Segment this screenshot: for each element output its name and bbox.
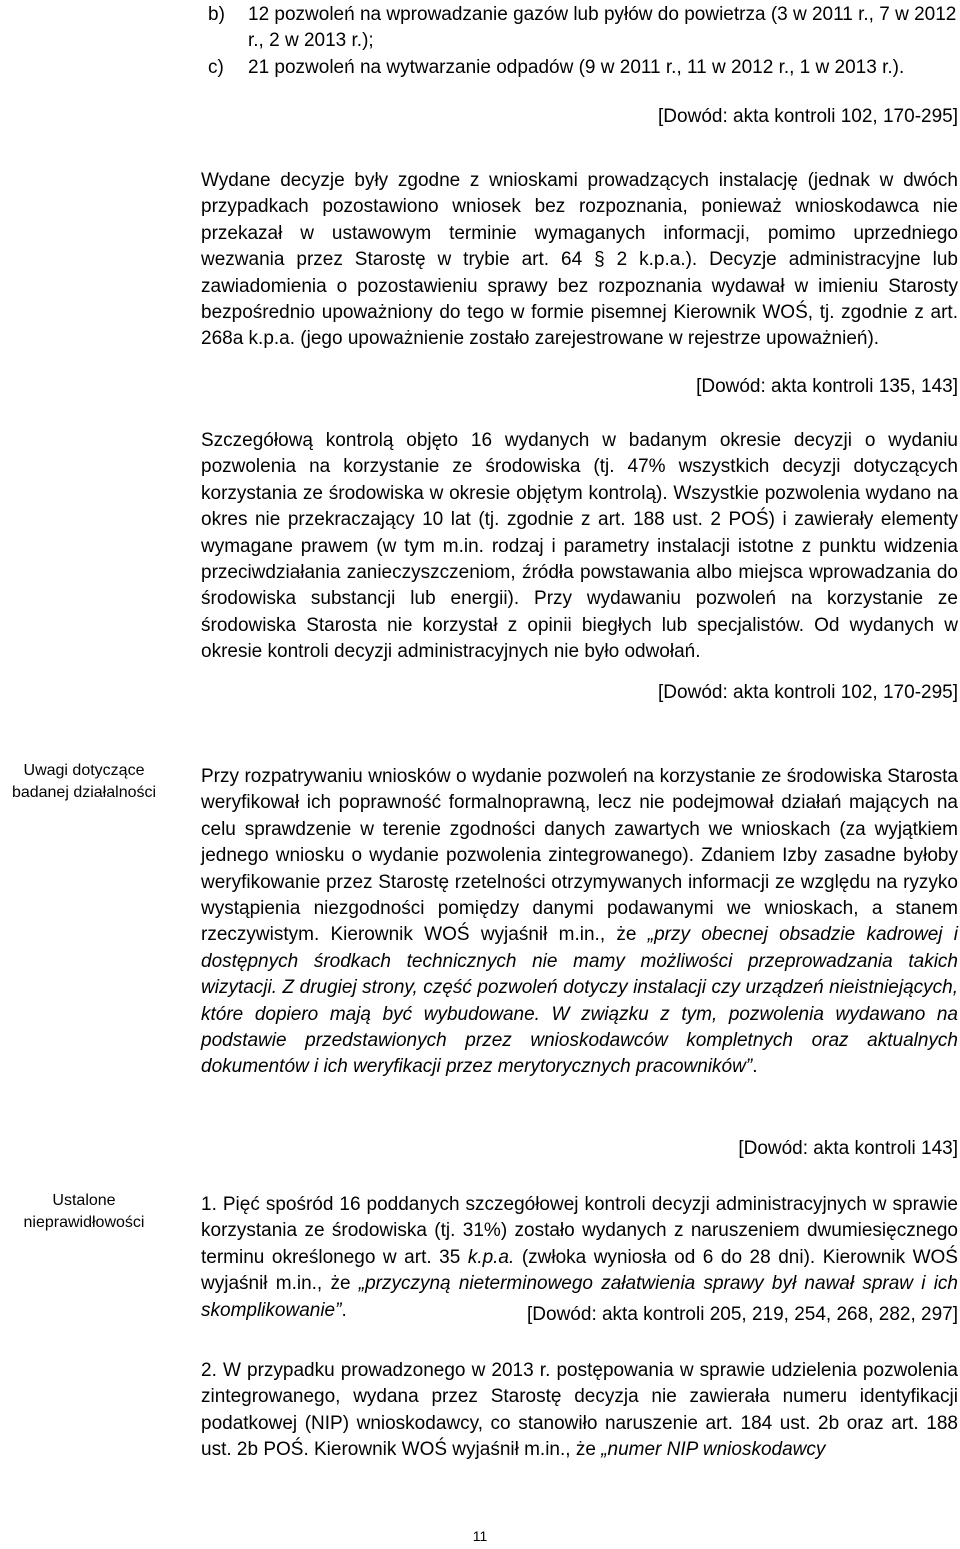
list-label: c) [208,56,224,78]
evidence-reference: [Dowód: akta kontroli 102, 170-295] [658,682,958,703]
paragraph: Szczegółową kontrolą objęto 16 wydanych w badanym okresie decyzji o wydaniu pozwolenia na korzystanie ze środowiska (tj. 47% wszystkich decyzji dotyczących korzystania ze środowiska w okresie objętym kontrolą). Wszystkie pozwolenia wydano na okres nie przekraczający 10 lat (tj. zgodnie z art. 188 ust. 2 POŚ) i zawierały elementy wymagane prawem (w tym m.in. rodzaj i parametry instalacji istotne z punktu widzenia przeciwdziałania zanieczyszczeniom, źródła powstawania albo miejsca wprowadzania do środowiska substancji lub energii). Przy wydawaniu pozwoleń na korzystanie ze środowiska Starosta nie korzystał z opinii biegłych lub specjalistów. Od wydanych w okresie kontroli decyzji administracyjnych nie było odwołań. [201,430,958,663]
irregularity-number: 1. [201,1194,217,1215]
side-heading-irregularities: Ustalone nieprawidłowości [23,1192,145,1231]
list-item [208,55,958,81]
remarks-quote: „przy obecnej obsadzie kadrowej i dostępnych środkach technicznych nie mamy możliwości przeprowadzania takich wizytacji. Z drugiej strony, część pozwoleń dotyczy instalacji czy urządzeń nieistniejących, które dopiero mają być wybudowane. W związku z tym, pozwolenia wydawano na podstawie przedstawionych przez wnioskodawców kompletnych oraz aktualnych dokumentów i ich weryfikacji przez merytorycznych pracowników” [201,924,958,1078]
side-heading-remarks: Uwagi dotyczące badanej działalności [11,762,157,801]
paragraph: Wydane decyzje były zgodne z wnioskami prowadzących instalację (jednak w dwóch przypadkach pozostawiono wniosek bez rozpoznania, ponieważ wnioskodawca nie przekazał w ustawowym terminie wymaganych informacji, pomimo uprzedniego wezwania przez Starostę w trybie art. 64 § 2 k.p.a.). Decyzje administracyjne lub zawiadomienia o pozostawieniu sprawy bez rozpoznania wydawał w imieniu Starosty bezpośrednio upoważniony do tego w formie pisemnej Kierownik WOŚ, tj. zgodnie z art. 268a k.p.a. (jego upoważnienie zostało zarejestrowane w rejestrze upoważnień). [201,170,958,350]
remarks-paragraph [201,764,958,1081]
irregularity-text: (zwłoka wyniosła od 6 do 28 dni). Kierownik WOŚ wyjaśnił m.in., że [201,1246,958,1295]
irregularity-text: W przypadku prowadzonego w 2013 r. postępowania w sprawie udzielenia pozwolenia zintegrowanego, wydana przez Starostę decyzja nie zawierała numeru identyfikacji podatkowej (NIP) wnioskodawcy, co stanowiło naruszenie art. 184 ust. 2b oraz art. 188 ust. 2b POŚ. Kierownik WOŚ wyjaśnił m.in., że [201,1360,958,1461]
permit-list [208,2,958,81]
irregularity-item [201,1358,958,1464]
list-item [208,2,958,55]
list-text: 21 pozwoleń na wytwarzanie odpadów (9 w 2011 r., 11 w 2012 r., 1 w 2013 r.). [248,56,905,78]
remarks-text-end: . [752,1056,758,1078]
irregularity-quote: „numer NIP wnioskodawcy [601,1439,826,1461]
evidence-reference: [Dowód: akta kontroli 205, 219, 254, 268, 282, 297] [527,1304,958,1325]
list-text: 12 pozwoleń na wprowadzanie gazów lub pyłów do powietrza (3 w 2011 r., 7 w 2012 r., 2 w 2013 r.); [248,4,957,52]
evidence-reference: [Dowód: akta kontroli 102, 170-295] [658,106,958,127]
remarks-text: Przy rozpatrywaniu wniosków o wydanie pozwoleń na korzystanie ze środowiska Starosta weryfikował ich poprawność formalnoprawną, lecz nie podejmował działań mających na celu sprawdzenie w terenie zgodności danych zawartych we wnioskach (za wyjątkiem jednego wniosku o wydanie pozwolenia zintegrowanego). Zdaniem Izby zasadne byłoby weryfikowanie przez Starostę rzetelności otrzymywanych informacji ze względu na ryzyko wystąpienia niezgodności pomiędzy danymi podawanymi we wnioskach, a stanem rzeczywistym. Kierownik WOŚ wyjaśnił m.in., że [201,766,958,946]
irregularity-number: 2. [201,1360,217,1381]
list-label: b) [208,4,225,25]
irregularity-quote: „przyczyną nieterminowego załatwienia sprawy był nawał spraw i ich skomplikowanie” [201,1273,958,1321]
page-number: 11 [472,1528,488,1544]
evidence-reference: [Dowód: akta kontroli 143] [738,1138,958,1159]
irregularity-text-end: . [341,1299,347,1321]
evidence-reference: [Dowód: akta kontroli 135, 143] [696,376,958,397]
kpa-abbreviation: k.p.a. [467,1246,515,1268]
irregularity-text: Pięć spośród 16 poddanych szczegółowej kontroli decyzji administracyjnych w sprawie korzystania ze środowiska (tj. 31%) zostało wydanych z naruszeniem dwumiesięcznego terminu określonego w art. 35 [201,1194,958,1268]
